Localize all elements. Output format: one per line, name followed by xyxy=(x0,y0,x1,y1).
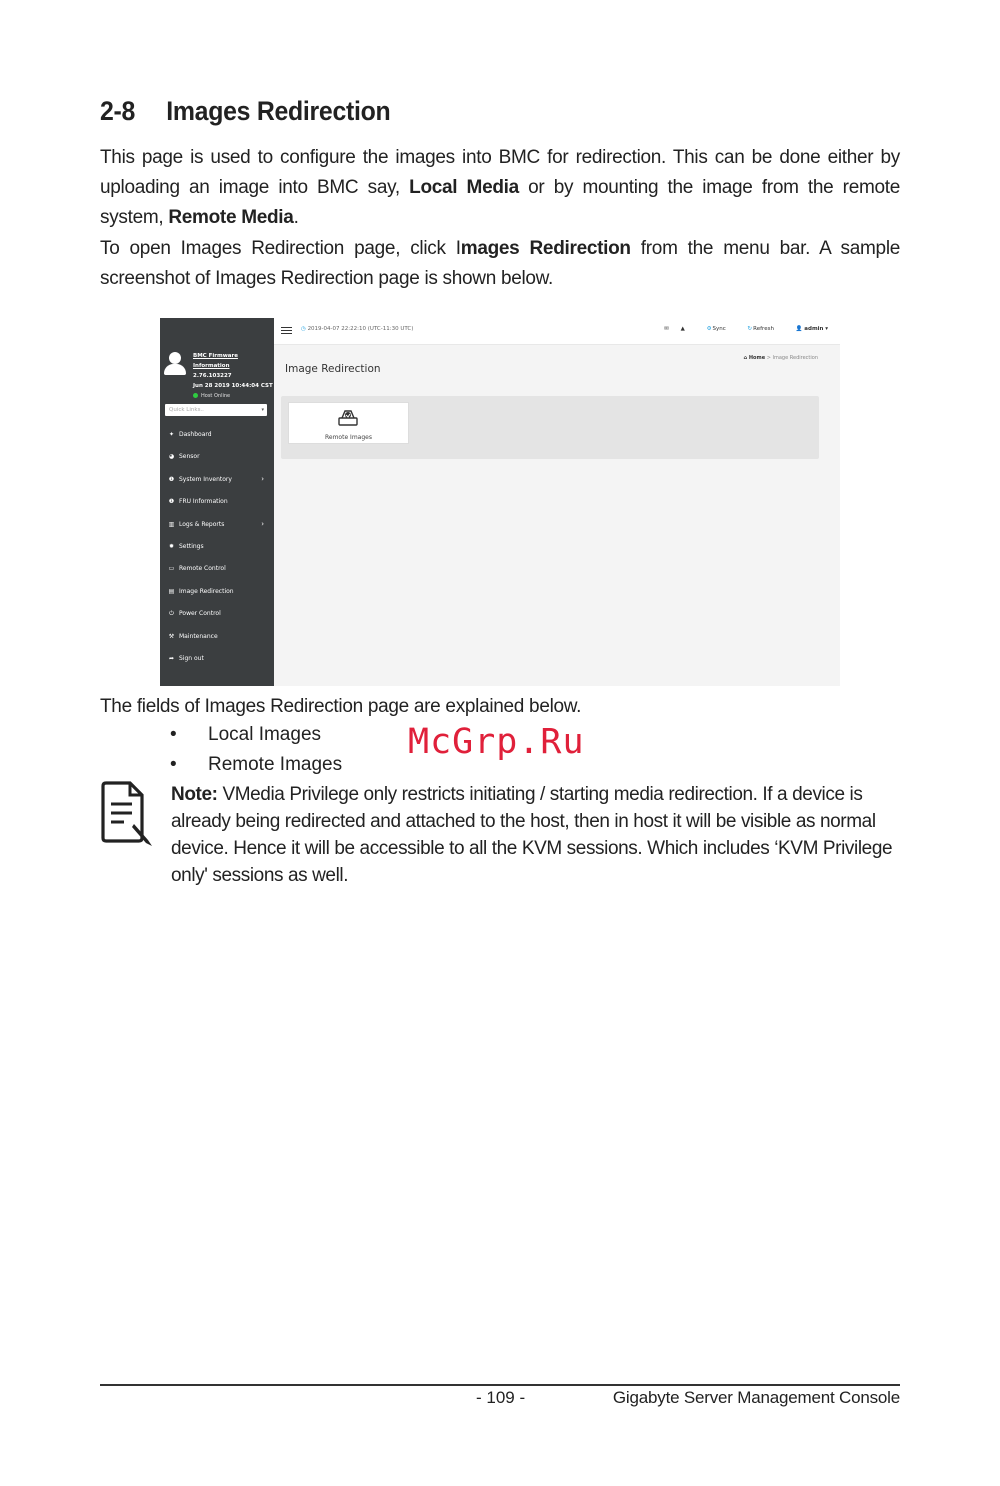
sidebar-item-label: Image Redirection xyxy=(179,587,234,595)
host-status-label: Host Online xyxy=(201,393,231,399)
firmware-version: 2.76.103227 xyxy=(193,373,232,379)
remote-drive-icon xyxy=(337,409,359,427)
info-icon: ❶ xyxy=(168,475,175,483)
instructions-text: To open Images Redirection page, click I xyxy=(100,238,461,259)
sidebar-item-label: Remote Control xyxy=(179,565,226,573)
sidebar-item-sign-out[interactable] xyxy=(160,650,274,672)
wrench-icon: ⚒ xyxy=(168,632,175,640)
sidebar-item-label: Power Control xyxy=(179,610,221,618)
quick-links-placeholder: Quick Links.. xyxy=(169,407,204,413)
avatar xyxy=(164,352,186,376)
sidebar-item-maintenance[interactable] xyxy=(160,628,274,650)
sidebar-item-dashboard[interactable] xyxy=(160,426,274,448)
section-title: Images Redirection xyxy=(166,96,391,126)
sidebar-item-sensor[interactable] xyxy=(160,448,274,470)
sidebar-item-label: Logs & Reports xyxy=(179,520,225,528)
bmc-screenshot xyxy=(160,318,840,686)
breadcrumb xyxy=(744,355,818,361)
list-item xyxy=(170,720,342,750)
firmware-date: Jun 28 2019 10:44:04 CST xyxy=(193,383,273,389)
content-panel xyxy=(281,396,819,459)
datetime-value: 2019-04-07 22:22:10 (UTC-11:30 UTC) xyxy=(307,326,414,332)
field-list xyxy=(170,720,342,780)
note-block xyxy=(171,781,901,889)
sidebar-item-label: Maintenance xyxy=(179,632,218,640)
chevron-down-icon: ▾ xyxy=(261,407,264,413)
sidebar-item-system-inventory[interactable] xyxy=(160,471,274,493)
menu-term: mages Redirection xyxy=(460,238,631,259)
dashboard-icon: ✦ xyxy=(168,431,175,438)
intro-text: This page is used to configure the images into BMC for redirection. This can be done either by uploading an image into BMC say, xyxy=(100,147,900,198)
info-icon: ❶ xyxy=(168,498,175,506)
firmware-info-link[interactable]: BMC Firmware Information xyxy=(193,353,238,369)
breadcrumb-current: Image Redirection xyxy=(772,355,818,361)
intro-paragraph xyxy=(100,143,900,233)
host-status xyxy=(193,391,274,401)
quick-links-select[interactable] xyxy=(165,404,267,416)
sidebar-item-label: Dashboard xyxy=(179,431,212,438)
refresh-icon: ↻ xyxy=(747,326,753,332)
note-text: VMedia Privilege only restricts initiating / starting media redirection. If a device is already being redirected and attached to the host, then in host it will be visible as normal device. Hence it will be accessible to all the KVM sessions. Which includes ‘KVM Privilege only' sessions as well. xyxy=(171,784,893,886)
note-label: Note: xyxy=(171,784,218,805)
sidebar-item-label: Sensor xyxy=(179,453,200,461)
remote-media-term: Remote Media xyxy=(168,207,294,228)
footer-title: Gigabyte Server Management Console xyxy=(612,1388,900,1407)
list-item xyxy=(170,750,342,780)
intro-text: . xyxy=(293,207,299,228)
instructions-text: from the menu bar. A sample screenshot of Images Redirection page is shown below. xyxy=(100,238,901,289)
bullet-icon: • xyxy=(170,724,177,745)
instructions-paragraph xyxy=(100,234,900,294)
fields-intro: The fields of Images Redirection page are explained below. xyxy=(100,696,582,717)
sidebar xyxy=(160,318,274,686)
refresh-label: Refresh xyxy=(753,326,774,332)
sensor-icon: ◕ xyxy=(168,453,175,461)
sidebar-item-label: System Inventory xyxy=(179,475,232,483)
hamburger-menu-icon[interactable] xyxy=(281,327,292,334)
list-item-text: Remote Images xyxy=(208,754,343,775)
note-icon xyxy=(100,780,156,848)
sidebar-item-label: Settings xyxy=(179,542,204,550)
sidebar-item-settings[interactable] xyxy=(160,538,274,560)
sidebar-item-fru-information[interactable] xyxy=(160,493,274,515)
user-menu[interactable]: 👤 admin ▾ xyxy=(795,326,828,332)
topbar xyxy=(274,318,840,345)
monitor-icon: ▭ xyxy=(168,565,175,573)
footer-rule xyxy=(100,1384,900,1386)
local-media-term: Local Media xyxy=(409,177,519,198)
sidebar-item-image-redirection[interactable] xyxy=(160,583,274,605)
username: admin xyxy=(804,326,824,332)
section-number: 2-8 xyxy=(100,96,136,126)
sync-label: Sync xyxy=(712,326,726,332)
sidebar-item-power-control[interactable] xyxy=(160,605,274,627)
chevron-right-icon: › xyxy=(261,474,264,483)
user-icon: 👤 xyxy=(795,326,803,332)
refresh-button[interactable] xyxy=(738,326,774,332)
datetime xyxy=(301,326,413,332)
sidebar-item-label: FRU Information xyxy=(179,498,228,506)
warning-icon[interactable]: ▲ xyxy=(680,326,685,332)
sync-icon: ⚙ xyxy=(706,326,712,332)
remote-images-card[interactable] xyxy=(288,402,409,444)
remote-images-label: Remote Images xyxy=(325,434,372,441)
page-number: - 109 - xyxy=(476,1388,526,1407)
mail-icon[interactable]: ✉ xyxy=(664,326,669,332)
watermark: McGrp.Ru xyxy=(408,722,585,762)
section-heading xyxy=(100,96,390,127)
power-icon: ⏻ xyxy=(169,610,174,618)
status-dot-icon xyxy=(193,393,198,398)
sidebar-item-remote-control[interactable] xyxy=(160,560,274,582)
sidebar-item-logs-reports[interactable] xyxy=(160,516,274,538)
drive-icon: ▤ xyxy=(168,587,175,595)
chart-icon: ▥ xyxy=(168,520,175,528)
bullet-icon: • xyxy=(170,754,177,775)
sync-button[interactable] xyxy=(697,326,726,332)
page-title: Image Redirection xyxy=(285,363,381,375)
gear-icon: ✹ xyxy=(168,542,175,550)
breadcrumb-home[interactable]: ⌂ Home xyxy=(743,355,766,361)
list-item-text: Local Images xyxy=(208,724,322,745)
firmware-info xyxy=(193,351,274,401)
chevron-right-icon: › xyxy=(261,519,264,528)
sidebar-menu xyxy=(160,426,274,672)
sidebar-item-label: Sign out xyxy=(179,654,204,662)
sign-out-icon: ➦ xyxy=(168,654,175,662)
intro-text: or by mounting the image from the remote system, xyxy=(100,177,901,228)
clock-icon: ◷ xyxy=(301,326,306,332)
topbar-actions xyxy=(654,326,828,332)
breadcrumb-separator: > xyxy=(766,355,771,361)
